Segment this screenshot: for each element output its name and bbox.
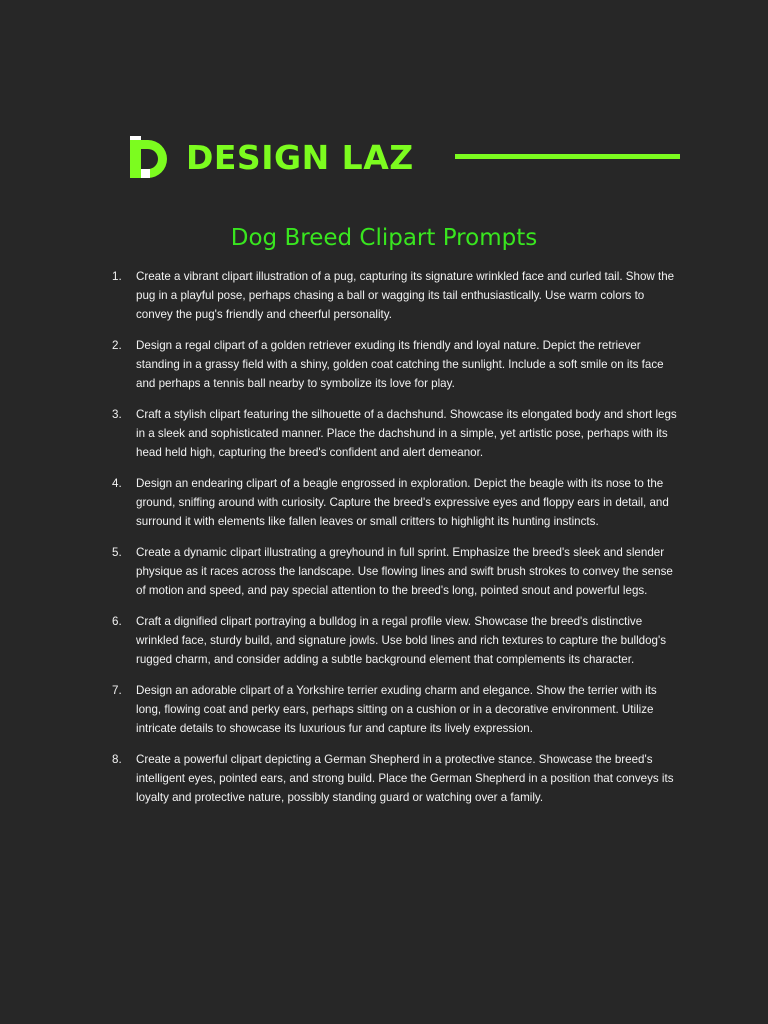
prompt-text: Craft a stylish clipart featuring the silhouette of a dachshund. Showcase its elongated body and short legs in a sleek and sophisticated manner. Place the dachshund in a simple, yet artistic pose, perhaps with its head held high, capturing the breed's confident and alert demeanor. [136,408,677,459]
brand-name: DESIGN LAZ [186,138,414,177]
prompt-item [112,336,682,393]
prompt-number: 5. [112,546,122,559]
page-header [130,136,680,180]
prompt-text: Design an endearing clipart of a beagle engrossed in exploration. Depict the beagle with its nose to the ground, sniffing around with curiosity. Capture the breed's expressive eyes and floppy ears in detail, and surround it with elements like fallen leaves or small critters to highlight its hunting instincts. [136,477,669,528]
prompt-item [112,750,682,807]
prompt-item [112,474,682,531]
prompt-number: 2. [112,339,122,352]
document-title: Dog Breed Clipart Prompts [230,225,538,251]
prompt-text: Create a powerful clipart depicting a German Shepherd in a protective stance. Showcase the breed's intelligent eyes, pointed ears, and strong build. Place the German Shepherd in a position that conveys its loyalty and protective nature, possibly standing guard or watching over a family. [136,753,674,804]
prompt-number: 4. [112,477,122,490]
prompt-item [112,681,682,738]
prompt-text: Design an adorable clipart of a Yorkshire terrier exuding charm and elegance. Show the terrier with its long, flowing coat and perky ears, perhaps sitting on a cushion or in a decorative environment. Utilize intricate details to showcase its luxurious fur and capture its lively expression. [136,684,657,735]
prompt-number: 6. [112,615,122,628]
header-accent-line [455,154,680,159]
prompt-text: Create a vibrant clipart illustration of a pug, capturing its signature wrinkled face and curled tail. Show the pug in a playful pose, perhaps chasing a ball or wagging its tail enthusiastically. Use warm colors to convey the pug's friendly and cheerful personality. [136,270,675,321]
prompt-number: 1. [112,270,122,283]
prompt-item [112,543,682,600]
prompt-number: 3. [112,408,122,421]
prompt-list [112,267,682,819]
prompt-text: Design a regal clipart of a golden retriever exuding its friendly and loyal nature. Depict the retriever standing in a grassy field with a shiny, golden coat catching the sunlight. Include a soft smile on its face and perhaps a tennis ball nearby to symbolize its love for play. [136,339,664,390]
prompt-number: 8. [112,753,122,766]
prompt-item [112,612,682,669]
prompt-item [112,405,682,462]
design-laz-logo-icon [130,136,170,180]
prompt-text: Create a dynamic clipart illustrating a greyhound in full sprint. Emphasize the breed's sleek and slender physique as it races across the landscape. Use flowing lines and swift brush strokes to convey the sense of motion and speed, and pay special attention to the breed's long, pointed snout and powerful legs. [136,546,673,597]
prompt-number: 7. [112,684,122,697]
prompt-item [112,267,682,324]
prompt-text: Craft a dignified clipart portraying a bulldog in a regal profile view. Showcase the breed's distinctive wrinkled face, sturdy build, and signature jowls. Use bold lines and rich textures to capture the bulldog's rugged charm, and consider adding a subtle background element that complements its character. [136,615,667,666]
